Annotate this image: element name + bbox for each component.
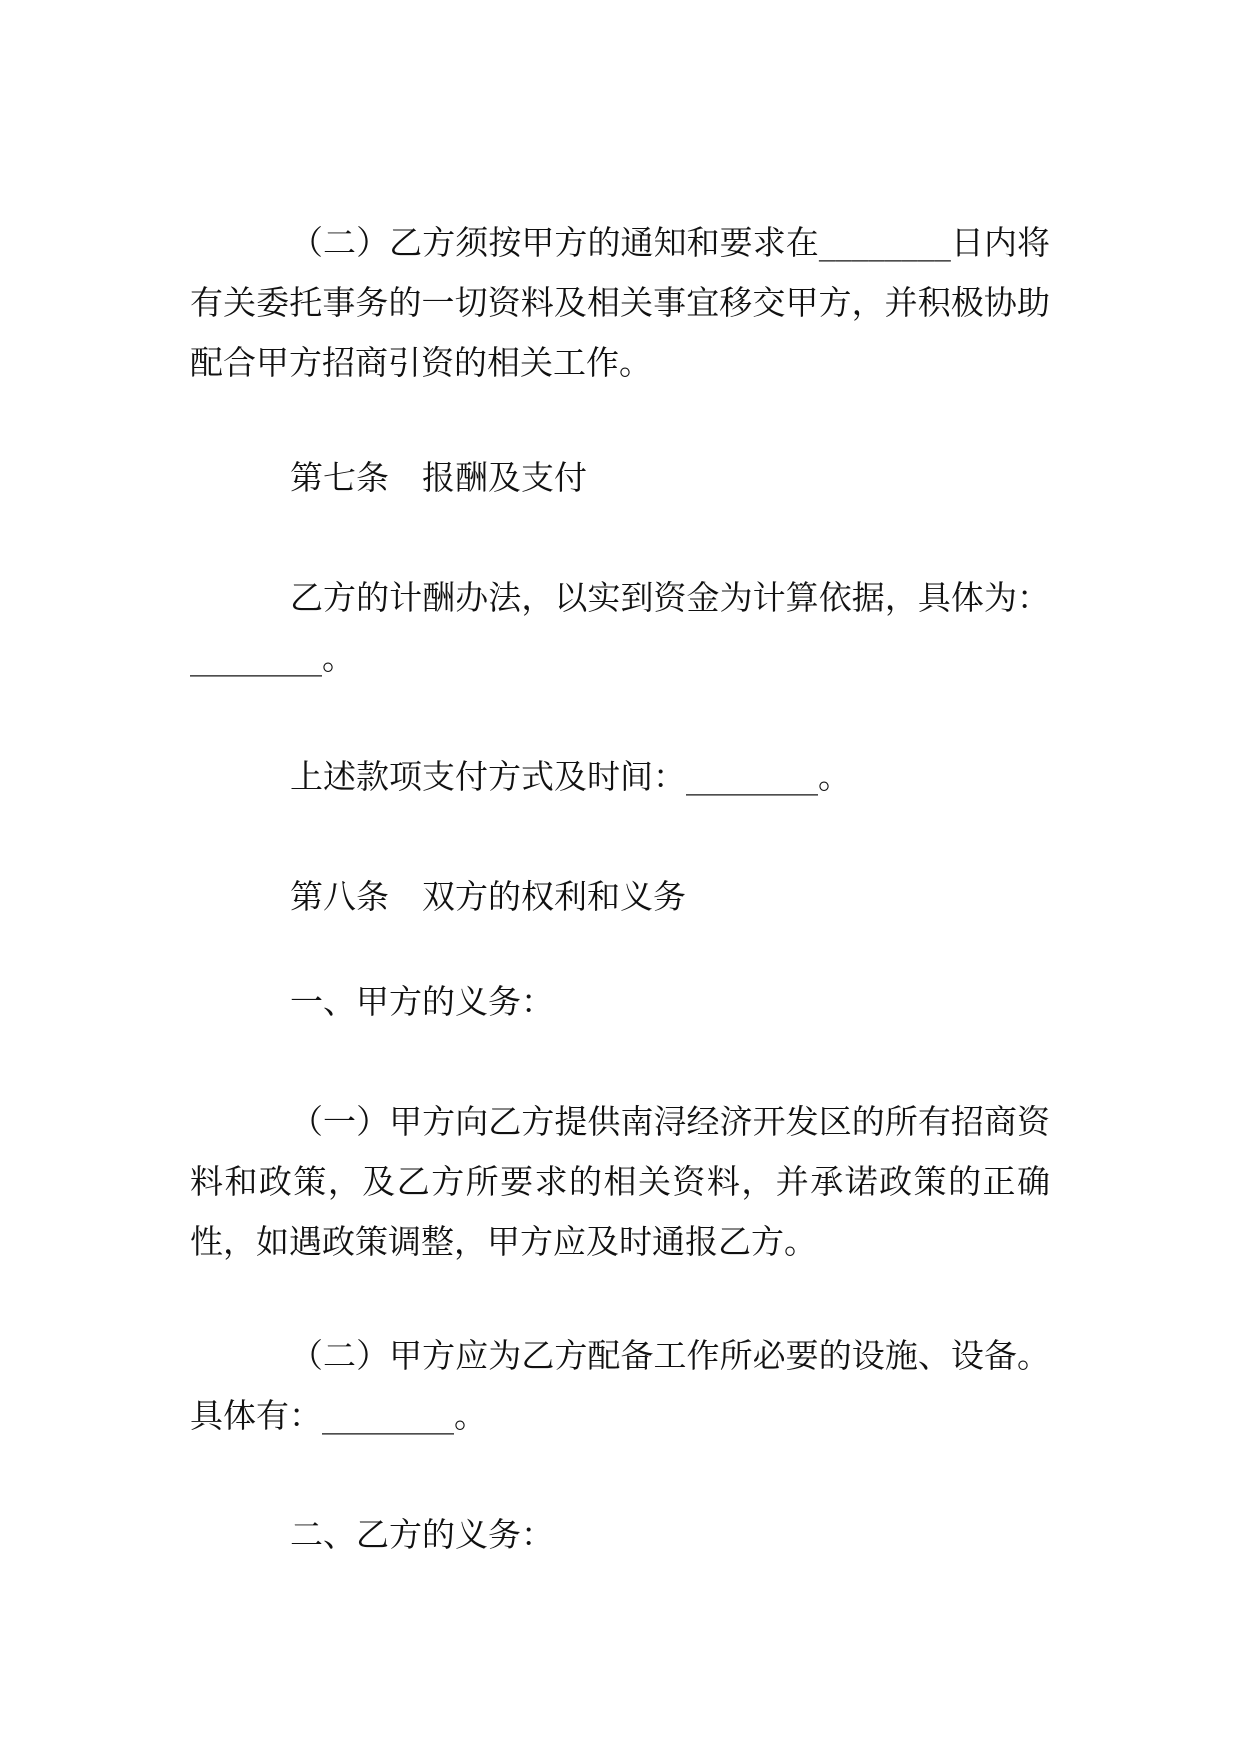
paragraph-party-a-obligation-1: （一）甲方向乙方提供南浔经济开发区的所有招商资料和政策，及乙方所要求的相关资料，并承诺政策的正确性，如遇政策调整，甲方应及时通报乙方。 (190, 1102, 1050, 1261)
party-a-obligations-heading: 一、甲方的义务： (290, 982, 554, 1021)
article-7-heading: 第七条 报酬及支付 (290, 458, 587, 497)
article-8-heading: 第八条 双方的权利和义务 (290, 877, 686, 916)
paragraph-payment-timing: 上述款项支付方式及时间：________。 (290, 757, 851, 796)
paragraph-handover-clause: （二）乙方须按甲方的通知和要求在________日内将有关委托事务的一切资料及相关事宜移交甲方，并积极协助配合甲方招商引资的相关工作。 (190, 223, 1050, 382)
paragraph-party-a-obligation-2: （二）甲方应为乙方配备工作所必要的设施、设备。具体有：________。 (190, 1336, 1050, 1435)
party-b-obligations-heading: 二、乙方的义务： (290, 1515, 554, 1554)
paragraph-payment-method: 乙方的计酬办法，以实到资金为计算依据，具体为：________。 (190, 578, 1050, 677)
